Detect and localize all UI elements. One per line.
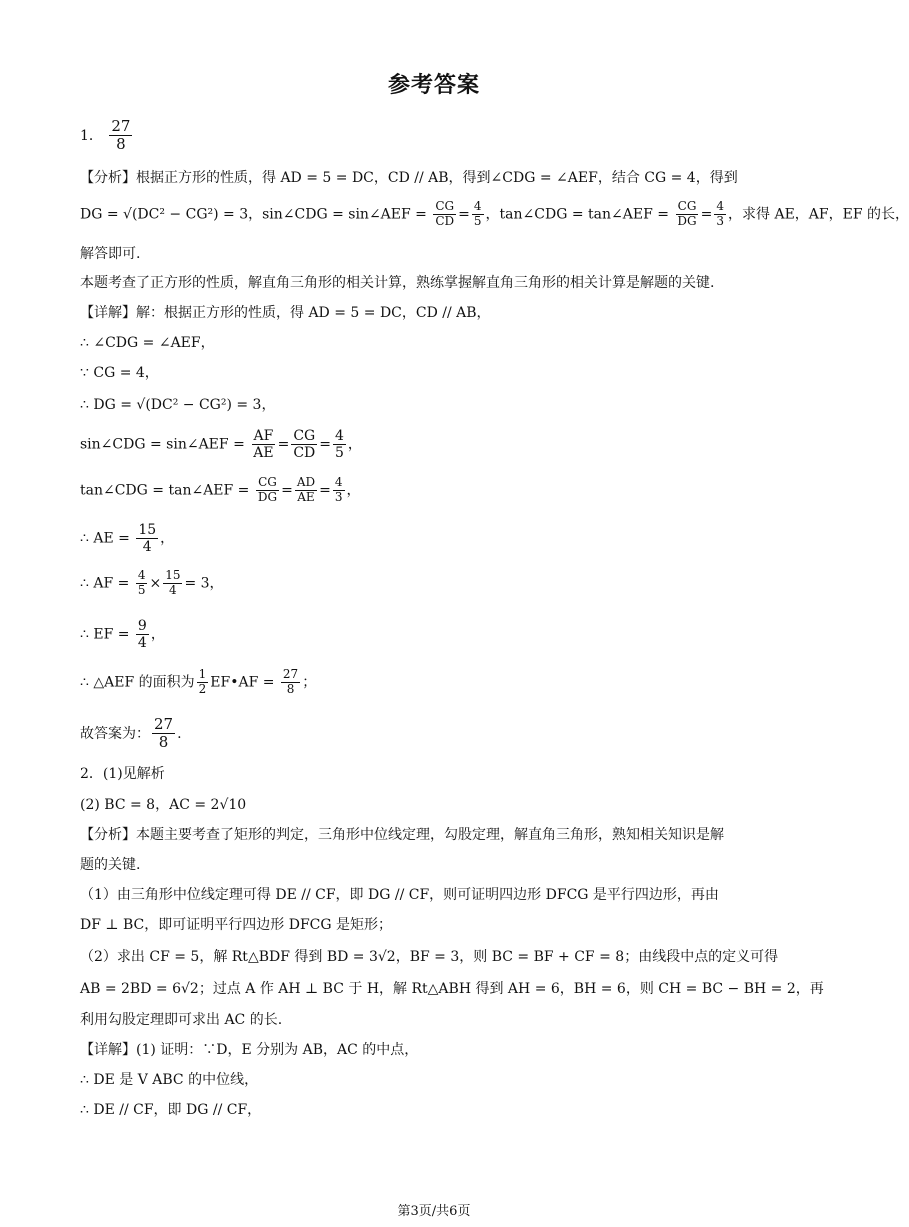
fraction: $\frac{CG}{DG}$	[257, 475, 278, 504]
fraction: $\frac{27}{8}$	[154, 715, 174, 752]
q2-detail-line3: ∴ DE // CF，即 DG // CF，	[80, 1102, 262, 1118]
fraction: $\frac{1}{2}$	[198, 667, 207, 696]
fraction: $\frac{CG}{CD}$	[293, 428, 316, 462]
q1-analysis-line3: 解答即可.	[80, 246, 141, 262]
fraction: $\frac{4}{5}$	[137, 568, 146, 597]
q1-detail-line1: 【详解】解：根据正方形的性质，得 AD = 5 = DC，CD // AB，	[80, 305, 491, 321]
q2-analysis-line1: 【分析】本题主要考查了矩形的判定，三角形中位线定理，勾股定理，解直角三角形，熟知相关知识是解	[80, 827, 724, 843]
fraction: $\frac{AF}{AE}$	[253, 428, 274, 462]
q2-answer-line2: (2) BC = 8，AC = 2√10	[80, 797, 247, 813]
q1-step1: ∴ ∠CDG = ∠AEF，	[80, 335, 215, 351]
fraction: $\frac{4}{3}$	[334, 475, 343, 504]
q2-analysis-line2: 题的关键.	[80, 857, 141, 873]
q1-final-answer: 故答案为： $\frac{27}{8}$ .	[80, 715, 182, 752]
q1-step7: ∴ AF = $\frac{4}{5}$ × $\frac{15}{4}$ = 3，	[80, 568, 224, 597]
q1-answer-fraction: $\frac{27}{8}$	[111, 117, 131, 154]
fraction: $\frac{CG}{CD}$	[435, 199, 455, 228]
fraction: $\frac{27}{8}$	[282, 667, 299, 696]
q2-detail-line2: ∴ DE 是 V ABC 的中位线，	[80, 1072, 259, 1088]
q1-analysis-line2: DG = √(DC² − CG²) = 3，sin∠CDG = sin∠AEF = $\frac{CG}{CD}$ = $\frac{4}{5}$ ，tan∠CDG = tan∠AEF = $\frac{CG}{DG}$ = $\frac{4}{3}$ ，求得 AE，AF，EF 的长，	[80, 199, 909, 228]
q2-detail-line1: 【详解】(1) 证明：∵D，E 分别为 AB，AC 的中点，	[80, 1042, 419, 1058]
fraction: $\frac{4}{5}$	[473, 199, 482, 228]
q2-part2-line1: （2）求出 CF = 5，解 Rt△BDF 得到 BD = 3√2，BF = 3，则 BC = BF + CF = 8；由线段中点的定义可得	[80, 949, 779, 965]
q1-analysis-line1: 【分析】根据正方形的性质，得 AD = 5 = DC，CD // AB，得到∠CDG = ∠AEF，结合 CG = 4，得到	[80, 170, 738, 186]
q1-number: 1．	[80, 127, 103, 144]
page-title: 参考答案	[387, 73, 480, 98]
fraction: $\frac{4}{5}$	[335, 428, 344, 462]
fraction: $\frac{CG}{DG}$	[677, 199, 697, 228]
fraction: $\frac{9}{4}$	[137, 618, 147, 652]
q1-summary: 本题考查了正方形的性质，解直角三角形的相关计算，熟练掌握解直角三角形的相关计算是解题的关键.	[80, 275, 715, 291]
q1-step6: ∴ AE = $\frac{15}{4}$ ，	[80, 522, 175, 556]
q1-step9: ∴ △AEF 的面积为 $\frac{1}{2}$ EF•AF = $\frac{27}{8}$ ；	[80, 667, 317, 696]
fraction: $\frac{15}{4}$	[165, 568, 181, 597]
q2-part2-line2: AB = 2BD = 6√2；过点 A 作 AH ⊥ BC 于 H，解 Rt△ABH 得到 AH = 6，BH = 6，则 CH = BC − BH = 2，再	[80, 981, 824, 997]
q1-step4: sin∠CDG = sin∠AEF = $\frac{AF}{AE}$ = $\frac{CG}{CD}$ = $\frac{4}{5}$ ，	[80, 428, 362, 462]
fraction: $\frac{AD}{AE}$	[296, 475, 316, 504]
q2-part2-line3: 利用勾股定理即可求出 AC 的长.	[80, 1012, 283, 1028]
q2-part1-line2: DF ⊥ BC，即可证明平行四边形 DFCG 是矩形；	[80, 917, 392, 933]
q1-step8: ∴ EF = $\frac{9}{4}$ ，	[80, 618, 165, 652]
q2-part1-line1: （1）由三角形中位线定理可得 DE // CF，即 DG // CF，则可证明四边形 DFCG 是平行四边形，再由	[80, 887, 719, 903]
q2-answer-line1: 2．(1)见解析	[80, 766, 165, 782]
page-footer: 第3页/共6页	[397, 1204, 471, 1219]
q1-step3: ∴ DG = √(DC² − CG²) = 3，	[80, 397, 276, 413]
q1-answer	[80, 118, 134, 154]
fraction: $\frac{4}{3}$	[716, 199, 725, 228]
q1-step5: tan∠CDG = tan∠AEF = $\frac{CG}{DG}$ = $\frac{AD}{AE}$ = $\frac{4}{3}$ ，	[80, 475, 361, 504]
fraction: $\frac{15}{4}$	[138, 522, 157, 556]
q1-step2: ∵ CG = 4，	[80, 365, 159, 381]
